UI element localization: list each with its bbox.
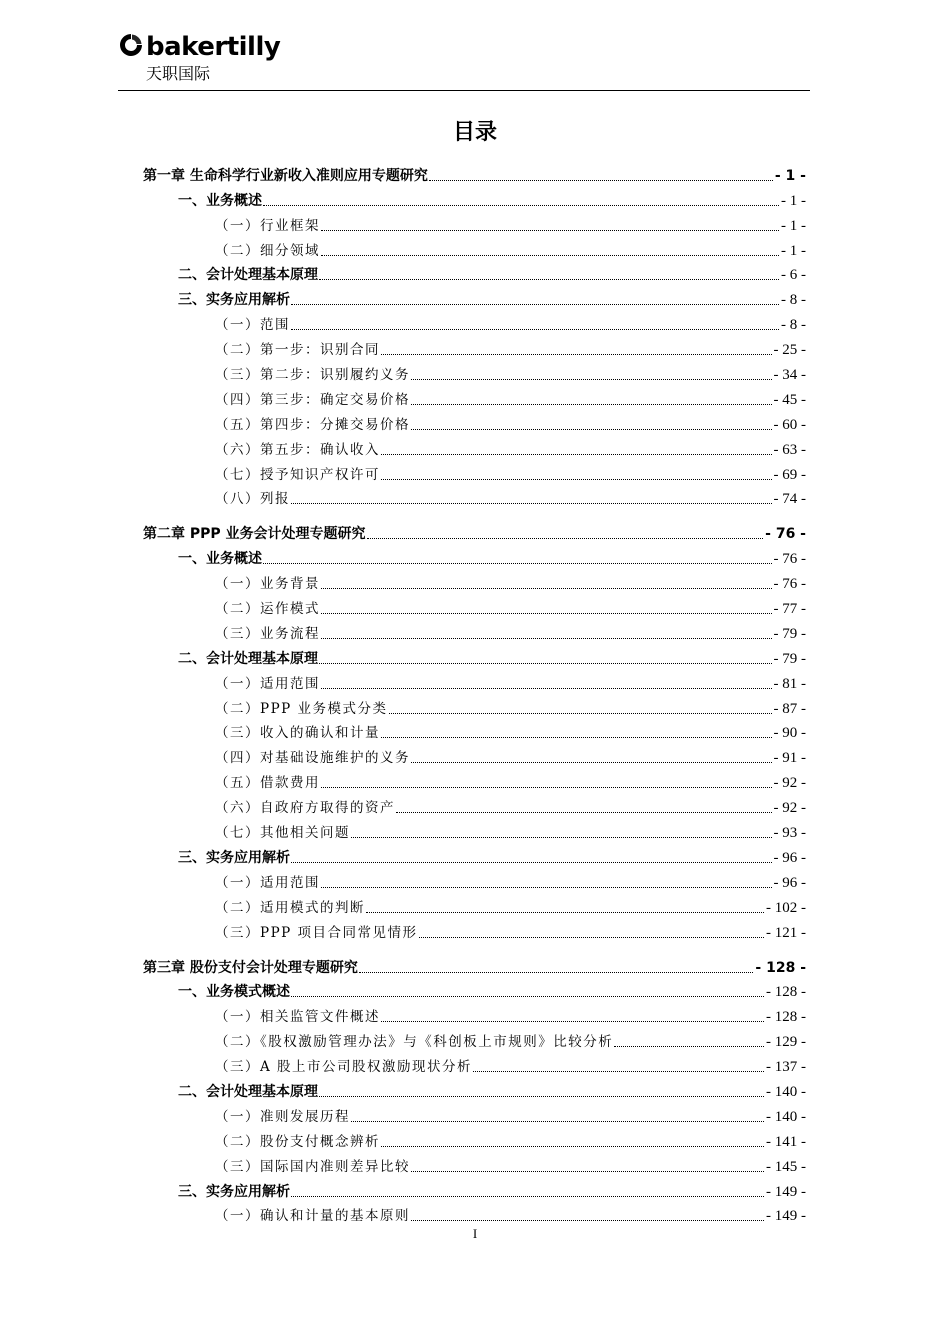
toc-entry-label: （七）授予知识产权许可 (215, 466, 380, 483)
toc-entry-page: - 69 - (773, 466, 806, 483)
toc-entry-label: 一、业务概述 (178, 551, 262, 568)
toc-entry-page: - 91 - (773, 750, 806, 767)
toc-entry[interactable] (143, 1177, 806, 1202)
dot-leader (381, 478, 772, 480)
toc-entry-page: - 93 - (773, 825, 806, 842)
dot-leader (321, 886, 772, 888)
dot-leader (411, 761, 772, 763)
toc-entry-page: - 128 - (766, 984, 806, 1001)
dot-leader (429, 179, 773, 181)
toc-entry-page: - 45 - (773, 391, 806, 408)
toc-entry[interactable] (143, 694, 806, 719)
toc-entry-label: （一）确认和计量的基本原则 (215, 1208, 410, 1225)
toc-entry-label: （一）适用范围 (215, 874, 320, 891)
toc-entry-page: - 87 - (773, 700, 806, 717)
toc-entry-label: （五）借款费用 (215, 775, 320, 792)
dot-leader (321, 229, 779, 231)
toc-entry-label: （一）范围 (215, 317, 290, 334)
dot-leader (411, 428, 772, 430)
toc-entry[interactable] (143, 978, 806, 1003)
dot-leader (321, 254, 779, 256)
toc-entry[interactable] (143, 544, 806, 569)
toc-entry-page: - 92 - (773, 800, 806, 817)
toc-entry[interactable] (143, 818, 806, 843)
toc-entry-page: - 90 - (773, 725, 806, 742)
dot-leader (319, 1095, 764, 1097)
toc-entry-label: 二、会计处理基本原理 (178, 650, 318, 667)
dot-leader (321, 786, 772, 788)
dot-leader (381, 453, 772, 455)
dot-leader (381, 353, 772, 355)
toc-entry-label: （三）业务流程 (215, 625, 320, 642)
dot-leader (381, 1145, 764, 1147)
toc-entry-page: - 141 - (766, 1133, 806, 1150)
toc-entry[interactable] (143, 1202, 806, 1227)
bakertilly-logo-icon (118, 32, 144, 58)
toc-entry-page: - 79 - (773, 625, 806, 642)
toc-entry-page: - 60 - (773, 416, 806, 433)
toc-entry[interactable] (143, 644, 806, 669)
toc-entry-label: （三）国际国内准则差异比较 (215, 1158, 410, 1175)
toc-entry-page: - 140 - (766, 1083, 806, 1100)
toc-entry-page: - 81 - (773, 675, 806, 692)
toc-entry-label: （二）第一步：识别合同 (215, 342, 380, 359)
dot-leader (411, 403, 772, 405)
toc-entry[interactable] (143, 385, 806, 410)
toc-entry-page: - 8 - (781, 292, 806, 309)
toc-entry-label: （六）自政府方取得的资产 (215, 800, 395, 817)
toc-entry-page: - 74 - (773, 491, 806, 508)
toc-entry-page: - 34 - (773, 367, 806, 384)
toc-entry-label: （一）准则发展历程 (215, 1108, 350, 1125)
toc-entry[interactable] (143, 161, 806, 186)
toc-entry-label: 第一章 生命科学行业新收入准则应用专题研究 (143, 167, 428, 184)
dot-leader (291, 1195, 764, 1197)
dot-leader (381, 1020, 764, 1022)
dot-leader (367, 537, 764, 539)
toc-entry-page: - 121 - (766, 924, 806, 941)
toc-entry-label: （一）业务背景 (215, 576, 320, 593)
dot-leader (321, 687, 772, 689)
toc-entry-page: - 1 - (781, 192, 806, 209)
toc-entry-label: 一、业务概述 (178, 192, 262, 209)
toc-entry[interactable] (143, 310, 806, 335)
dot-leader (411, 1170, 764, 1172)
toc-entry-page: - 1 - (781, 242, 806, 259)
toc-entry-label: （二）股份支付概念辨析 (215, 1133, 380, 1150)
toc-entry[interactable] (143, 619, 806, 644)
dot-leader (321, 587, 772, 589)
dot-leader (419, 936, 764, 938)
toc-entry-page: - 128 - (766, 1009, 806, 1026)
dot-leader (396, 811, 772, 813)
toc-entry-page: - 25 - (773, 342, 806, 359)
toc-entry-page: - 149 - (766, 1183, 806, 1200)
dot-leader (351, 1120, 764, 1122)
toc-entry-page: - 145 - (766, 1158, 806, 1175)
toc-entry-page: - 129 - (766, 1034, 806, 1051)
toc-entry[interactable] (143, 435, 806, 460)
toc-entry-label: （三）第二步：识别履约义务 (215, 367, 410, 384)
toc-entry-page: - 92 - (773, 775, 806, 792)
dot-leader (351, 836, 772, 838)
toc-entry[interactable] (143, 335, 806, 360)
toc-entry-page: - 63 - (773, 441, 806, 458)
dot-leader (291, 861, 772, 863)
toc-entry-page: - 76 - (765, 526, 806, 543)
brand-logo-chinese: 天职国际 (146, 64, 211, 83)
dot-leader (263, 562, 772, 564)
toc-entry-label: （六）第五步：确认收入 (215, 441, 380, 458)
toc-entry-label: 第二章 PPP 业务会计处理专题研究 (143, 526, 366, 543)
toc-entry[interactable] (143, 719, 806, 744)
dot-leader (411, 378, 772, 380)
dot-leader (319, 662, 772, 664)
toc-entry-page: - 77 - (773, 601, 806, 618)
toc-entry-page: - 96 - (773, 874, 806, 891)
dot-leader (614, 1045, 764, 1047)
toc-entry[interactable] (143, 918, 806, 943)
toc-entry-label: （二）《股权激励管理办法》与《科创板上市规则》比较分析 (215, 1034, 614, 1051)
toc-entry[interactable] (143, 261, 806, 286)
toc-entry-page: - 1 - (781, 217, 806, 234)
dot-leader (381, 736, 772, 738)
dot-leader (321, 612, 772, 614)
toc-entry-page: - 8 - (781, 317, 806, 334)
dot-leader (411, 1219, 764, 1221)
brand-logo-text: bakertilly (146, 32, 281, 62)
dot-leader (291, 995, 764, 997)
toc-entry[interactable] (143, 793, 806, 818)
dot-leader (321, 637, 772, 639)
toc-entry[interactable] (143, 893, 806, 918)
toc-entry-page: - 79 - (773, 650, 806, 667)
toc-entry[interactable] (143, 569, 806, 594)
toc-entry-page: - 137 - (766, 1059, 806, 1076)
toc-entry-label: 二、会计处理基本原理 (178, 267, 318, 284)
toc-entry-label: 第三章 股份支付会计处理专题研究 (143, 959, 358, 976)
toc-entry[interactable] (143, 1102, 806, 1127)
toc-entry-page: - 1 - (774, 167, 806, 184)
toc-entry-page: - 76 - (773, 576, 806, 593)
toc-entry[interactable] (143, 285, 806, 310)
toc-entry[interactable] (143, 360, 806, 385)
toc-entry[interactable] (143, 236, 806, 261)
toc-entry-label: （二）PPP 业务模式分类 (215, 700, 388, 717)
toc-entry-label: （一）适用范围 (215, 675, 320, 692)
toc-entry-page: - 102 - (766, 899, 806, 916)
toc-entry[interactable] (143, 519, 806, 544)
toc-title: 目录 (452, 120, 497, 145)
dot-leader (319, 278, 779, 280)
toc-entry-label: 二、会计处理基本原理 (178, 1083, 318, 1100)
toc-entry-label: （一）相关监管文件概述 (215, 1009, 380, 1026)
toc-entry[interactable] (143, 1152, 806, 1177)
toc-entry[interactable] (143, 743, 806, 768)
toc-entry[interactable] (143, 953, 806, 978)
toc-entry-page: - 96 - (773, 849, 806, 866)
toc-entry[interactable] (143, 768, 806, 793)
toc-entry[interactable] (143, 669, 806, 694)
toc-entry-page: - 140 - (766, 1108, 806, 1125)
dot-leader (263, 204, 779, 206)
toc-entry-label: 三、实务应用解析 (178, 292, 290, 309)
toc-entry-label: （三）A 股上市公司股权激励现状分析 (215, 1059, 473, 1076)
dot-leader (291, 502, 772, 504)
toc-entry-page: - 128 - (755, 959, 806, 976)
toc-entry-label: （一）行业框架 (215, 217, 320, 234)
toc-entry[interactable] (143, 1077, 806, 1102)
toc-entry-label: 三、实务应用解析 (178, 849, 290, 866)
dot-leader (291, 328, 779, 330)
toc-entry-page: - 149 - (766, 1208, 806, 1225)
toc-entry[interactable] (143, 843, 806, 868)
toc-entry-label: （二）运作模式 (215, 601, 320, 618)
toc-entry-page: - 6 - (781, 267, 806, 284)
dot-leader (366, 911, 764, 913)
dot-leader (291, 303, 779, 305)
toc-entry-page: - 76 - (773, 551, 806, 568)
toc-entry-label: （三）PPP 项目合同常见情形 (215, 924, 418, 941)
toc-entry[interactable] (143, 594, 806, 619)
toc-entry-label: （三）收入的确认和计量 (215, 725, 380, 742)
toc-entry-label: 三、实务应用解析 (178, 1183, 290, 1200)
toc-entry-label: 一、业务模式概述 (178, 984, 290, 1001)
toc-entry-label: （二）适用模式的判断 (215, 899, 365, 916)
toc-entry-label: （五）第四步：分摊交易价格 (215, 416, 410, 433)
dot-leader (389, 712, 772, 714)
toc-entry[interactable] (143, 1127, 806, 1152)
toc-entry[interactable] (143, 211, 806, 236)
toc-entry[interactable] (143, 1027, 806, 1052)
toc-entry-label: （二）细分领域 (215, 242, 320, 259)
toc-entry-label: （八）列报 (215, 491, 290, 508)
page-header (118, 30, 810, 91)
page-number: I (472, 1226, 478, 1241)
toc-entry[interactable] (143, 868, 806, 893)
toc-entry-label: （四）对基础设施维护的义务 (215, 750, 410, 767)
dot-leader (359, 971, 754, 973)
toc-entry-label: （四）第三步：确定交易价格 (215, 391, 410, 408)
table-of-contents (143, 161, 806, 1226)
toc-entry[interactable] (143, 485, 806, 510)
toc-entry-label: （七）其他相关问题 (215, 825, 350, 842)
toc-entry[interactable] (143, 460, 806, 485)
toc-entry[interactable] (143, 186, 806, 211)
dot-leader (473, 1070, 764, 1072)
toc-entry[interactable] (143, 1052, 806, 1077)
toc-entry[interactable] (143, 1002, 806, 1027)
toc-entry[interactable] (143, 410, 806, 435)
